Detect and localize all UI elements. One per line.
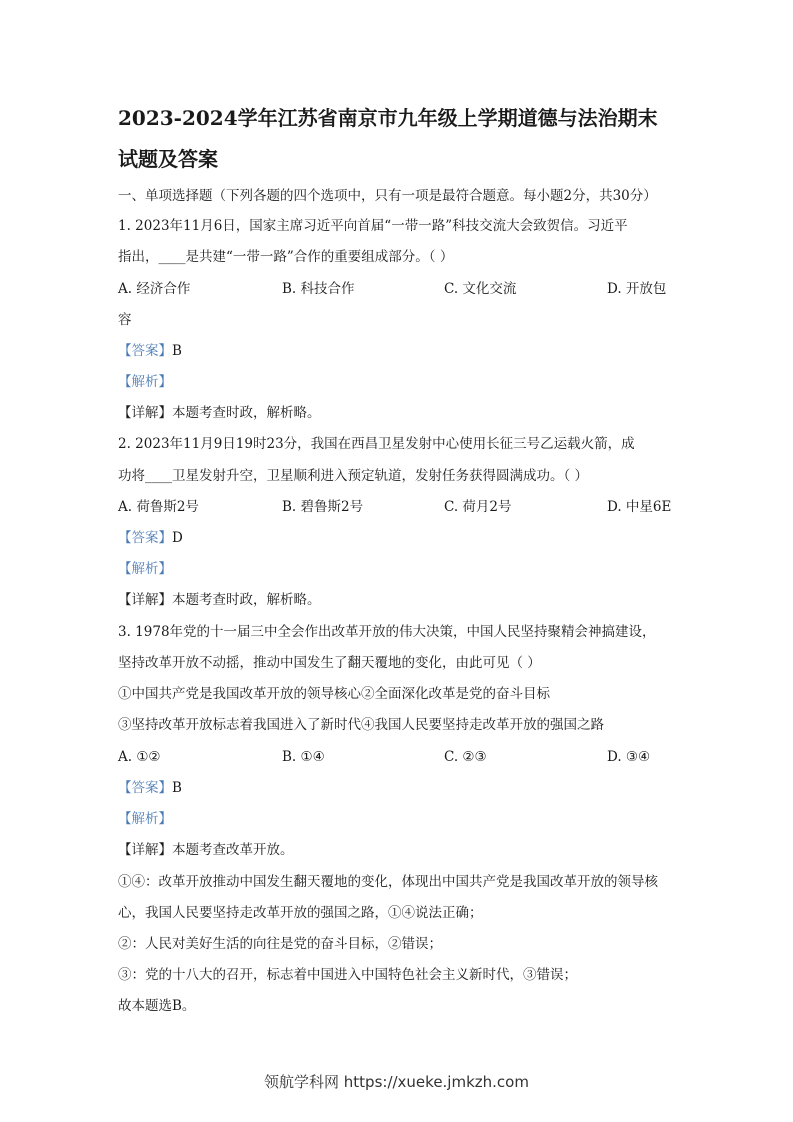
detail-label: 【详解】 (118, 592, 172, 608)
question-3-statements-line-1: ①中国共产党是我国改革开放的领导核心②全面深化改革是党的奋斗目标 (118, 686, 550, 702)
analysis-label: 【解析】 (118, 811, 172, 827)
option-d: D. 中星6E (607, 499, 672, 515)
detail-label: 【详解】 (118, 405, 172, 421)
question-3-detail-line-3: 心，我国人民要坚持走改革开放的强国之路，①④说法正确； (118, 905, 483, 921)
detail-text: 本题考查时政，解析略。 (172, 592, 321, 608)
option-b: B. 碧鲁斯2号 (282, 499, 364, 515)
option-a: A. 荷鲁斯2号 (118, 499, 199, 515)
question-2-analysis (118, 560, 678, 578)
question-3-stem-line-2: 坚持改革开放不动摇，推动中国发生了翻天覆地的变化，由此可见（ ） (118, 655, 541, 671)
question-2-stem-line-1: 2. 2023年11月9日19时23分，我国在西昌卫星发射中心使用长征三号乙运载火箭，成 (118, 436, 635, 452)
option-d: D. 开放包 (607, 281, 667, 297)
document-title-line-1: 2023-2024学年江苏省南京市九年级上学期道德与法治期末 (118, 106, 658, 130)
option-b: B. ①④ (282, 749, 325, 765)
option-c: C. 荷月2号 (444, 499, 512, 515)
question-3-detail-line-5: ③：党的十八大的召开，标志着中国进入中国特色社会主义新时代，③错误； (118, 967, 577, 983)
document-title-line-2: 试题及答案 (118, 147, 218, 171)
question-3-stem-line-1: 3. 1978年党的十一届三中全会作出改革开放的伟大决策，中国人民坚持聚精会神搞建设， (118, 624, 656, 640)
question-2-answer (118, 529, 678, 547)
question-3-detail (118, 841, 678, 859)
option-d: D. ③④ (607, 749, 651, 765)
option-b: B. 科技合作 (282, 281, 355, 297)
detail-text: 本题考查改革开放。 (172, 842, 294, 858)
option-c: C. 文化交流 (444, 281, 517, 297)
option-a: A. 经济合作 (118, 281, 191, 297)
question-1-stem-line-1: 1. 2023年11月6日，国家主席习近平向首届“一带一路”科技交流大会致贺信。习近平 (118, 218, 628, 234)
answer-value: B (172, 780, 182, 796)
answer-value: D (172, 530, 183, 546)
question-1-option-wrap: 容 (118, 312, 132, 328)
answer-label: 【答案】 (118, 780, 172, 796)
question-3-detail-line-6: 故本题选B。 (118, 998, 196, 1014)
question-1-options (118, 280, 678, 298)
question-2-detail (118, 591, 678, 609)
question-2-stem-line-2: 功将____卫星发射升空，卫星顺利进入预定轨道，发射任务获得圆满成功。（ ） (118, 468, 589, 484)
question-1-detail (118, 404, 678, 422)
question-3-detail-line-4: ②：人民对美好生活的向往是党的奋斗目标，②错误； (118, 936, 442, 952)
detail-text: 本题考查时政，解析略。 (172, 405, 321, 421)
option-c: C. ②③ (444, 749, 487, 765)
analysis-label: 【解析】 (118, 561, 172, 577)
question-1-stem-line-2: 指出，____是共建“一带一路”合作的重要组成部分。（ ） (118, 249, 454, 265)
analysis-label: 【解析】 (118, 374, 172, 390)
option-a: A. ①② (118, 749, 161, 765)
question-2-options (118, 498, 678, 516)
question-1-analysis (118, 373, 678, 391)
detail-label: 【详解】 (118, 842, 172, 858)
question-1-answer (118, 342, 678, 360)
question-3-options (118, 748, 678, 766)
page-footer: 领航学科网 https://xueke.jmkzh.com (264, 1073, 529, 1091)
question-3-statements-line-2: ③坚持改革开放标志着我国进入了新时代④我国人民要坚持走改革开放的强国之路 (118, 717, 604, 733)
section-header: 一、单项选择题（下列各题的四个选项中，只有一项是最符合题意。每小题2分，共30分） (118, 188, 657, 204)
question-3-analysis (118, 810, 678, 828)
answer-label: 【答案】 (118, 530, 172, 546)
question-3-detail-line-2: ①④：改革开放推动中国发生翻天覆地的变化，体现出中国共产党是我国改革开放的领导核 (118, 874, 658, 890)
answer-value: B (172, 343, 182, 359)
answer-label: 【答案】 (118, 343, 172, 359)
question-3-answer (118, 779, 678, 797)
